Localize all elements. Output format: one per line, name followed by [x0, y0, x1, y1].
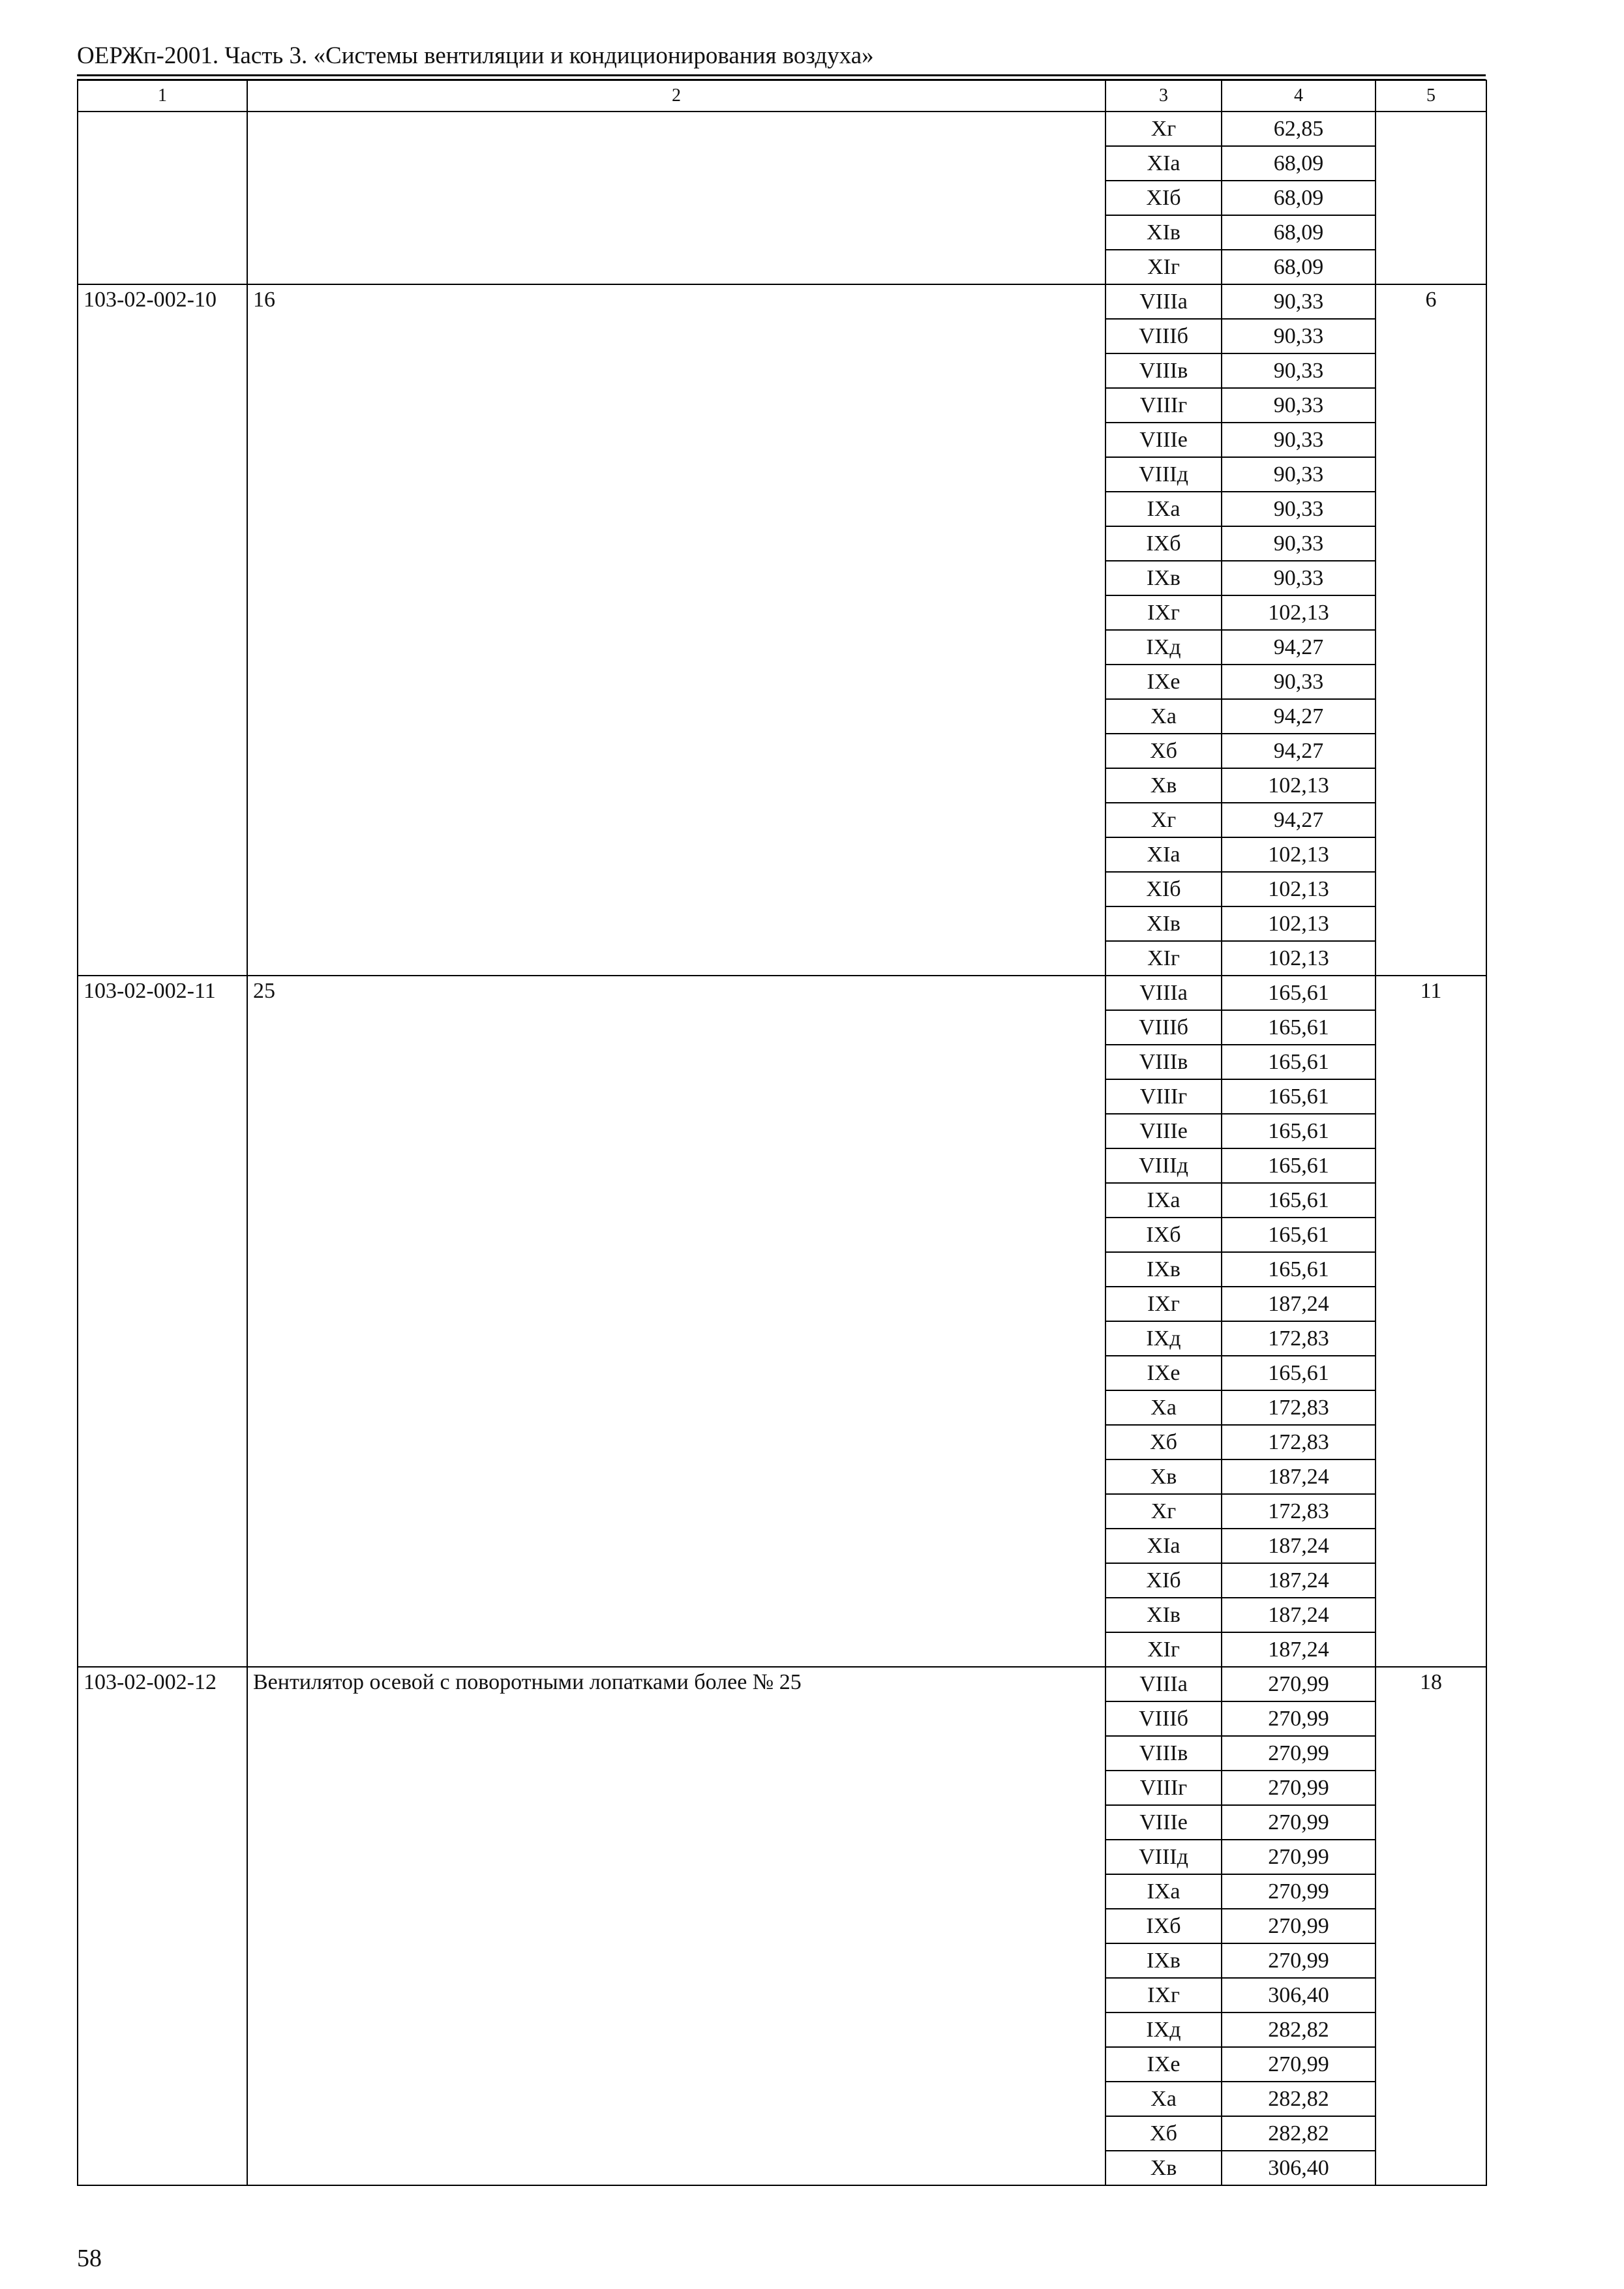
rate-value-cell: 187,24 [1222, 1563, 1376, 1598]
zone-cell: Xб [1105, 734, 1222, 768]
zone-cell: XIв [1105, 906, 1222, 941]
rate-value-cell: 90,33 [1222, 665, 1376, 699]
rate-value-cell: 270,99 [1222, 2047, 1376, 2082]
zone-cell: IXе [1105, 1356, 1222, 1390]
rate-value-cell: 165,61 [1222, 1183, 1376, 1218]
rate-value-cell: 165,61 [1222, 1114, 1376, 1148]
rate-value-cell: 68,09 [1222, 250, 1376, 284]
rate-value-cell: 187,24 [1222, 1632, 1376, 1667]
column-number: 5 [1376, 80, 1486, 112]
rate-code-cell: 103-02-002-12 [78, 1667, 247, 2185]
rate-value-cell: 94,27 [1222, 803, 1376, 837]
zone-cell: IXг [1105, 1287, 1222, 1321]
rate-value-cell: 165,61 [1222, 1148, 1376, 1183]
zone-cell: Xв [1105, 768, 1222, 803]
rate-value-cell: 172,83 [1222, 1425, 1376, 1459]
zone-cell: IXг [1105, 1978, 1222, 2012]
zone-cell: XIв [1105, 215, 1222, 250]
rate-value-cell: 172,83 [1222, 1321, 1376, 1356]
rate-description-cell: 16 [247, 284, 1105, 976]
zone-cell: Xа [1105, 699, 1222, 734]
rate-value-cell: 90,33 [1222, 284, 1376, 319]
zone-cell: VIIIе [1105, 423, 1222, 457]
rate-value-cell: 102,13 [1222, 768, 1376, 803]
rate-value-cell: 165,61 [1222, 1356, 1376, 1390]
rates-table [77, 80, 1487, 2186]
table-row [78, 976, 1486, 1010]
page-number: 58 [77, 2245, 102, 2272]
zone-cell: IXб [1105, 1909, 1222, 1943]
table-row [78, 284, 1486, 319]
zone-cell: XIа [1105, 146, 1222, 181]
zone-cell: VIIIе [1105, 1805, 1222, 1840]
rate-value-cell: 165,61 [1222, 1045, 1376, 1079]
zone-cell: Xг [1105, 803, 1222, 837]
zone-cell: VIIIб [1105, 1701, 1222, 1736]
zone-cell: XIг [1105, 250, 1222, 284]
zone-cell: VIIIд [1105, 457, 1222, 492]
rate-value-cell: 94,27 [1222, 699, 1376, 734]
rate-value-cell: 102,13 [1222, 906, 1376, 941]
rate-value-cell: 270,99 [1222, 1667, 1376, 1701]
header-rule-thick [77, 74, 1486, 76]
zone-cell: Xа [1105, 1390, 1222, 1425]
rate-value-cell: 165,61 [1222, 1252, 1376, 1287]
coefficient-cell: 6 [1376, 284, 1486, 976]
zone-cell: XIа [1105, 837, 1222, 872]
zone-cell: IXа [1105, 1183, 1222, 1218]
column-number: 4 [1222, 80, 1376, 112]
rate-value-cell: 187,24 [1222, 1598, 1376, 1632]
rate-value-cell: 102,13 [1222, 941, 1376, 976]
document-title: ОЕРЖп-2001. Часть 3. «Системы вентиляции и кондиционирования воздуха» [77, 42, 874, 69]
zone-cell: Xв [1105, 1459, 1222, 1494]
rate-value-cell: 90,33 [1222, 319, 1376, 353]
zone-cell: XIб [1105, 872, 1222, 906]
rate-value-cell: 165,61 [1222, 1010, 1376, 1045]
zone-cell: IXе [1105, 2047, 1222, 2082]
rate-value-cell: 165,61 [1222, 976, 1376, 1010]
coefficient-cell [1376, 112, 1486, 284]
zone-cell: VIIIд [1105, 1148, 1222, 1183]
rate-value-cell: 165,61 [1222, 1079, 1376, 1114]
page-header [77, 40, 1486, 80]
rate-value-cell: 270,99 [1222, 1736, 1376, 1771]
zone-cell: IXд [1105, 630, 1222, 665]
zone-cell: VIIIг [1105, 388, 1222, 423]
zone-cell: VIIIв [1105, 1736, 1222, 1771]
zone-cell: IXг [1105, 595, 1222, 630]
zone-cell: IXв [1105, 1252, 1222, 1287]
zone-cell: VIIIб [1105, 1010, 1222, 1045]
rate-code-cell [78, 112, 247, 284]
rate-value-cell: 270,99 [1222, 1874, 1376, 1909]
rate-value-cell: 68,09 [1222, 181, 1376, 215]
rate-value-cell: 90,33 [1222, 423, 1376, 457]
rate-description-cell: 25 [247, 976, 1105, 1667]
column-number: 1 [78, 80, 247, 112]
zone-cell: VIIIб [1105, 319, 1222, 353]
rate-value-cell: 270,99 [1222, 1909, 1376, 1943]
zone-cell: VIIIа [1105, 284, 1222, 319]
rate-value-cell: 102,13 [1222, 872, 1376, 906]
zone-cell: IXв [1105, 1943, 1222, 1978]
zone-cell: XIа [1105, 1529, 1222, 1563]
zone-cell: IXб [1105, 1218, 1222, 1252]
column-number: 3 [1105, 80, 1222, 112]
rate-value-cell: 172,83 [1222, 1494, 1376, 1529]
rate-value-cell: 270,99 [1222, 1701, 1376, 1736]
zone-cell: XIв [1105, 1598, 1222, 1632]
zone-cell: XIб [1105, 181, 1222, 215]
rate-value-cell: 270,99 [1222, 1805, 1376, 1840]
rate-value-cell: 172,83 [1222, 1390, 1376, 1425]
rate-value-cell: 270,99 [1222, 1840, 1376, 1874]
rate-description-cell: Вентилятор осевой с поворотными лопатками более № 25 [247, 1667, 1105, 2185]
rate-value-cell: 94,27 [1222, 734, 1376, 768]
zone-cell: VIIIв [1105, 353, 1222, 388]
column-numbers-row [78, 80, 1486, 112]
zone-cell: XIг [1105, 941, 1222, 976]
zone-cell: Xг [1105, 1494, 1222, 1529]
rate-value-cell: 282,82 [1222, 2116, 1376, 2151]
rate-code-cell: 103-02-002-11 [78, 976, 247, 1667]
rate-value-cell: 90,33 [1222, 526, 1376, 561]
zone-cell: IXа [1105, 492, 1222, 526]
rate-code-cell: 103-02-002-10 [78, 284, 247, 976]
zone-cell: XIб [1105, 1563, 1222, 1598]
zone-cell: VIIIв [1105, 1045, 1222, 1079]
zone-cell: IXд [1105, 1321, 1222, 1356]
zone-cell: VIIIа [1105, 1667, 1222, 1701]
table-row [78, 1667, 1486, 1701]
zone-cell: XIг [1105, 1632, 1222, 1667]
zone-cell: Xб [1105, 1425, 1222, 1459]
rate-value-cell: 270,99 [1222, 1771, 1376, 1805]
rate-description-cell [247, 112, 1105, 284]
zone-cell: VIIIг [1105, 1771, 1222, 1805]
rate-value-cell: 165,61 [1222, 1218, 1376, 1252]
rate-value-cell: 90,33 [1222, 492, 1376, 526]
coefficient-cell: 11 [1376, 976, 1486, 1667]
zone-cell: VIIIг [1105, 1079, 1222, 1114]
rate-value-cell: 90,33 [1222, 353, 1376, 388]
rate-value-cell: 306,40 [1222, 2151, 1376, 2185]
column-number: 2 [247, 80, 1105, 112]
zone-cell: Xв [1105, 2151, 1222, 2185]
rate-value-cell: 282,82 [1222, 2082, 1376, 2116]
rate-value-cell: 306,40 [1222, 1978, 1376, 2012]
zone-cell: VIIIд [1105, 1840, 1222, 1874]
table-row [78, 112, 1486, 146]
coefficient-cell: 18 [1376, 1667, 1486, 2185]
rate-value-cell: 187,24 [1222, 1459, 1376, 1494]
rate-value-cell: 102,13 [1222, 837, 1376, 872]
zone-cell: IXе [1105, 665, 1222, 699]
zone-cell: IXд [1105, 2012, 1222, 2047]
rates-table-body [78, 80, 1486, 2185]
rate-value-cell: 68,09 [1222, 146, 1376, 181]
zone-cell: VIIIа [1105, 976, 1222, 1010]
rate-value-cell: 102,13 [1222, 595, 1376, 630]
rate-value-cell: 270,99 [1222, 1943, 1376, 1978]
rate-value-cell: 90,33 [1222, 457, 1376, 492]
zone-cell: IXб [1105, 526, 1222, 561]
rate-value-cell: 187,24 [1222, 1529, 1376, 1563]
zone-cell: Xг [1105, 112, 1222, 146]
rate-value-cell: 282,82 [1222, 2012, 1376, 2047]
rate-value-cell: 68,09 [1222, 215, 1376, 250]
rate-value-cell: 90,33 [1222, 388, 1376, 423]
zone-cell: VIIIе [1105, 1114, 1222, 1148]
zone-cell: IXа [1105, 1874, 1222, 1909]
rate-value-cell: 94,27 [1222, 630, 1376, 665]
rate-value-cell: 90,33 [1222, 561, 1376, 595]
zone-cell: Xб [1105, 2116, 1222, 2151]
zone-cell: Xа [1105, 2082, 1222, 2116]
zone-cell: IXв [1105, 561, 1222, 595]
rate-value-cell: 187,24 [1222, 1287, 1376, 1321]
rate-value-cell: 62,85 [1222, 112, 1376, 146]
